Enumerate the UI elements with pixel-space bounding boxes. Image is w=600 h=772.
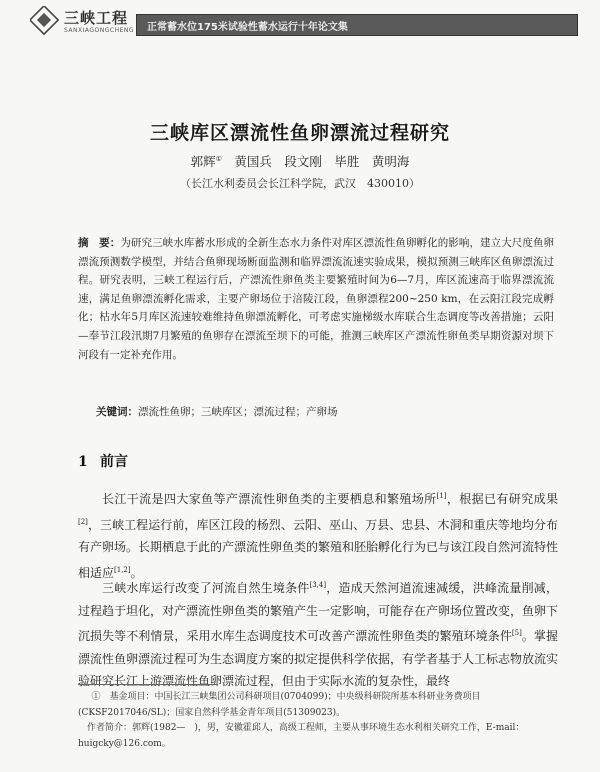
keywords-text: 漂流性鱼卵；三峡库区；漂流过程；产卵场 bbox=[138, 406, 338, 418]
section-heading bbox=[78, 451, 128, 471]
p1-text-a: 长江干流是四大家鱼等产漂流性卵鱼类的主要栖息和繁殖场所 bbox=[102, 492, 437, 506]
citation-ref: [3,4] bbox=[309, 581, 327, 589]
banner-text: 正常蓄水位175米试验性蓄水运行十年论文集 bbox=[147, 22, 348, 33]
other-authors: 黄国兵 段文刚 毕胜 黄明海 bbox=[234, 154, 410, 169]
footnote bbox=[78, 690, 556, 752]
paper-title: 三峡库区漂流性鱼卵漂流过程研究 bbox=[149, 122, 450, 144]
footnote-fund: ① 基金项目：中国长江三峡集团公司科研项目(0704099)；中央级科研院所基本科研业务费项目(CKSF2017046/SL)；国家自然科学基金青年项目(51309023)。 bbox=[78, 692, 481, 718]
p2-text-a: 三峡水库运行改变了河流自然生境条件 bbox=[102, 581, 310, 595]
keywords bbox=[96, 404, 556, 419]
p1-text-b: ，根据已有研究成果 bbox=[446, 492, 558, 506]
first-author-footnote-mark: ① bbox=[215, 154, 222, 163]
footnote-divider bbox=[78, 684, 218, 685]
citation-ref: [1] bbox=[436, 492, 447, 500]
p2-text-b: ，造成天然河道流速减缓，洪峰流量削减，过程趋于坦化，对产漂流性卵鱼类的繁殖产生一定影响，可能存在产卵场位置改变，鱼卵下沉损失等不利情景，采用水库生态调度技术可改善产漂流性卵鱼类的繁殖环境条件 bbox=[78, 581, 559, 643]
journal-logo bbox=[30, 6, 140, 36]
footnote-author: 作者简介：郭辉(1982— )，男，安徽霍邱人，高级工程师，主要从事环境生态水利相关研究工作，E-mail：huigcky@126.com。 bbox=[78, 723, 525, 749]
citation-ref: [1,2] bbox=[114, 565, 131, 574]
keywords-label: 关键词： bbox=[96, 406, 138, 418]
abstract-label: 摘 要： bbox=[78, 237, 121, 249]
p1-text-d: 。 bbox=[130, 565, 143, 580]
body-paragraph-2 bbox=[78, 574, 558, 693]
citation-ref: [5] bbox=[511, 629, 522, 637]
citation-ref: [2] bbox=[78, 517, 88, 526]
page-header bbox=[0, 0, 600, 44]
logo-chinese-text: 三峡工程 bbox=[64, 9, 129, 27]
abstract-text: 为研究三峡水库蓄水形成的全新生态水力条件对库区漂流性鱼卵孵化的影响，建立大尺度鱼卵漂流预测数学模型，并结合鱼卵现场断面监测和临界漂流流速实验成果，模拟预测三峡库区鱼卵漂流过程。研究表明，三峡工程运行后，产漂流性卵鱼类主要繁殖时间为6—7月，库区流速高于临界漂流流速，满足鱼卵漂流孵化需求，主要产卵场位于涪陵江段，鱼卵漂程200~250 km，在云阳江段完成孵化；枯水年5月库区流速较难维持鱼卵漂流孵化，可考虑实施梯级水库联合生态调度等改善措施；云阳—奉节江段汛期7月繁殖的鱼卵存在漂流至坝下的可能，推测三峡库区产漂流性卵鱼类早期资源对坝下河段有一定补充作用。 bbox=[78, 237, 555, 361]
author-line bbox=[0, 152, 600, 170]
section-title: 前言 bbox=[100, 454, 128, 470]
abstract bbox=[78, 234, 554, 364]
logo-emblem-icon bbox=[30, 6, 60, 36]
logo-english-text: SANXIAGONGCHENG bbox=[64, 27, 135, 34]
p2-text-c: 。掌握漂流性鱼卵漂流过程可为生态调度方案的拟定提供科学依据，有学者基于人工标志物放流实验研究长江上游漂流性鱼卵漂流过程，但由于实际水流的复杂性，最终 bbox=[78, 629, 559, 688]
p1-text-c: ，三峡工程运行前，库区江段的杨烈、云阳、巫山、万县、忠县、木洞和重庆等地均分布有产卵场。长期栖息于此的产漂流性卵鱼类的繁殖和胚胎孵化行为已与该江段自然河流特性相适应 bbox=[78, 517, 559, 580]
section-number: 1 bbox=[78, 454, 88, 470]
collection-banner bbox=[136, 14, 578, 36]
first-author: 郭辉 bbox=[190, 154, 216, 169]
affiliation: （长江水利委员会长江科学院，武汉 430010） bbox=[180, 177, 420, 190]
body-paragraph-1 bbox=[78, 485, 558, 584]
